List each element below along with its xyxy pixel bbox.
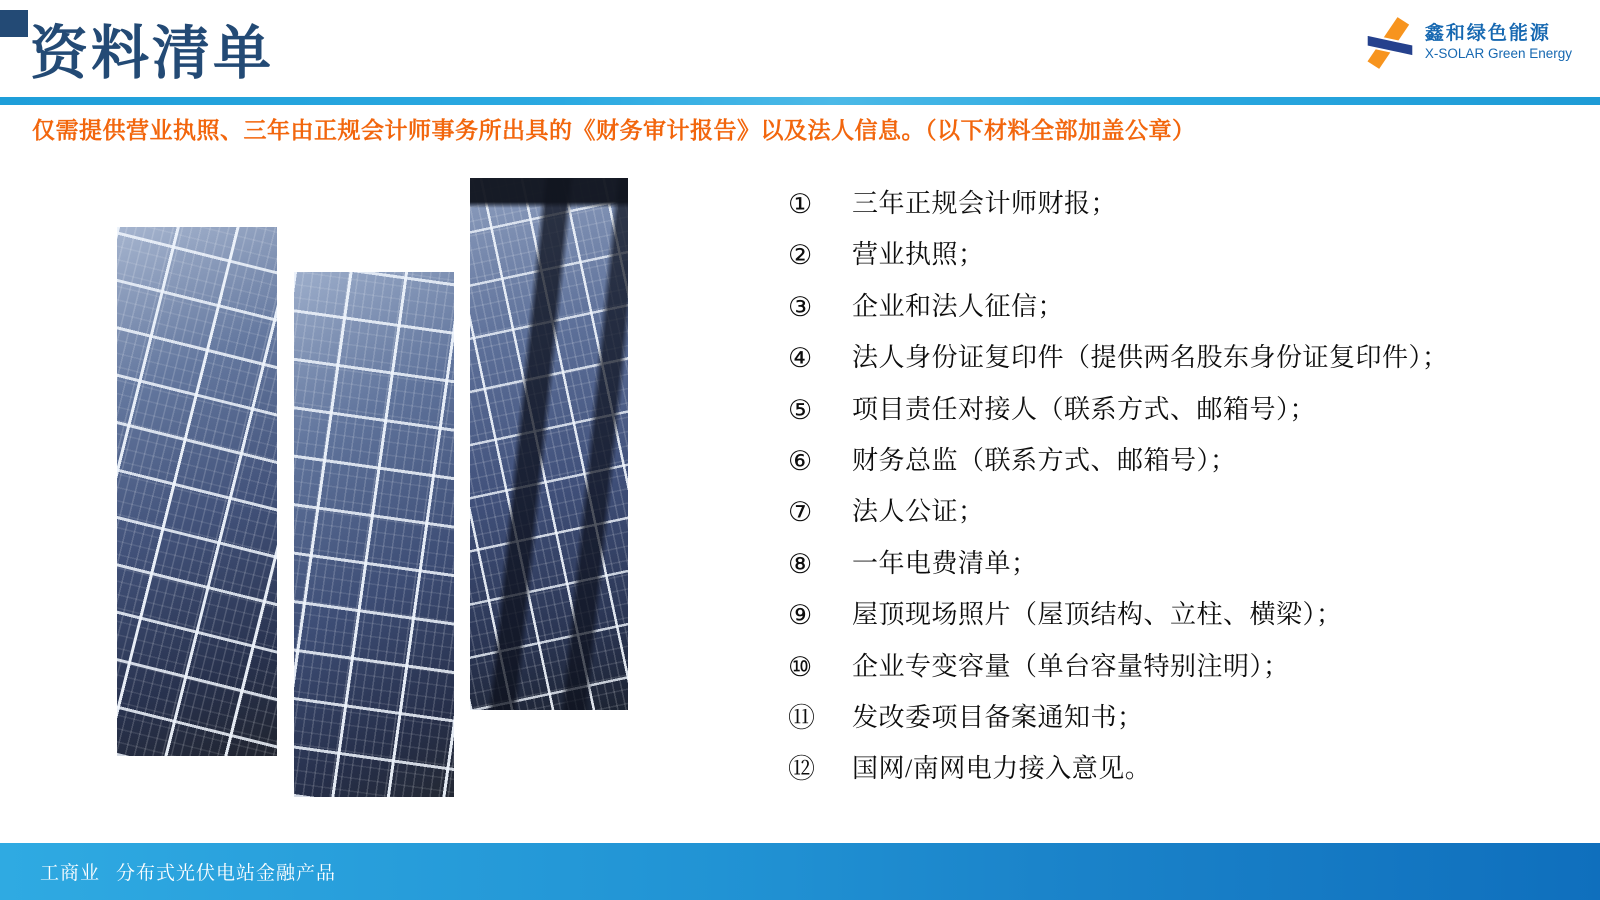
item-number: ⑧ (788, 548, 813, 579)
item-text: 企业专变容量（单台容量特别注明）； (852, 651, 1290, 681)
list-item (788, 550, 1449, 601)
item-number: ③ (788, 291, 813, 322)
list-item (788, 293, 1449, 344)
footer-category: 工商业 (40, 863, 101, 884)
item-text: 屋顶现场照片（屋顶结构、立柱、横梁）； (852, 600, 1343, 630)
item-text: 营业执照； (852, 240, 985, 270)
list-item (788, 755, 1449, 806)
requirements-note: 仅需提供营业执照、三年由正规会计师事务所出具的《财务审计报告》以及法人信息。（以下材料全部加盖公章） (32, 117, 1196, 143)
item-number: ⑪ (788, 702, 815, 733)
document-list (788, 190, 1449, 807)
item-number: ④ (788, 343, 813, 374)
list-item (788, 653, 1449, 704)
list-item (788, 190, 1449, 241)
company-logo (1365, 14, 1572, 72)
logo-name-cn: 鑫和绿色能源 (1424, 23, 1551, 45)
item-number: ⑤ (788, 394, 813, 425)
item-number: ⑥ (788, 445, 813, 476)
item-text: 项目责任对接人（联系方式、邮箱号）； (852, 394, 1317, 424)
logo-name-en: X-SOLAR Green Energy (1424, 46, 1572, 62)
list-item (788, 704, 1449, 755)
footer-bar (0, 843, 1600, 900)
item-text: 国网/南网电力接入意见。 (852, 754, 1152, 784)
item-number: ⑨ (788, 600, 813, 631)
item-number: ⑫ (788, 754, 815, 785)
item-text: 一年电费清单； (852, 548, 1038, 578)
solar-panel-photo-strip-3 (470, 178, 628, 710)
item-text: 三年正规会计师财报； (852, 189, 1118, 218)
footer-product: 分布式光伏电站金融产品 (116, 863, 337, 884)
header-divider (0, 97, 1600, 105)
item-number: ⑦ (788, 497, 813, 528)
item-text: 法人公证； (852, 497, 985, 527)
item-text: 财务总监（联系方式、邮箱号）； (852, 445, 1237, 475)
corner-accent-block (0, 10, 28, 37)
item-text: 企业和法人征信； (852, 291, 1065, 321)
x-solar-logo-icon (1365, 14, 1415, 72)
list-item (788, 241, 1449, 292)
solar-panel-photo-strip-2 (294, 272, 454, 797)
page-title: 资料清单 (30, 21, 275, 86)
item-text: 发改委项目备案通知书； (852, 702, 1144, 732)
list-item (788, 344, 1449, 395)
solar-panel-photo-strip-1 (117, 227, 277, 756)
list-item (788, 498, 1449, 549)
list-item (788, 447, 1449, 498)
logo-text (1425, 23, 1572, 62)
list-item (788, 396, 1449, 447)
item-number: ② (788, 240, 813, 271)
item-text: 法人身份证复印件（提供两名股东身份证复印件）； (852, 343, 1449, 373)
list-item (788, 601, 1449, 652)
item-number: ① (788, 189, 813, 219)
item-number: ⑩ (788, 651, 813, 682)
